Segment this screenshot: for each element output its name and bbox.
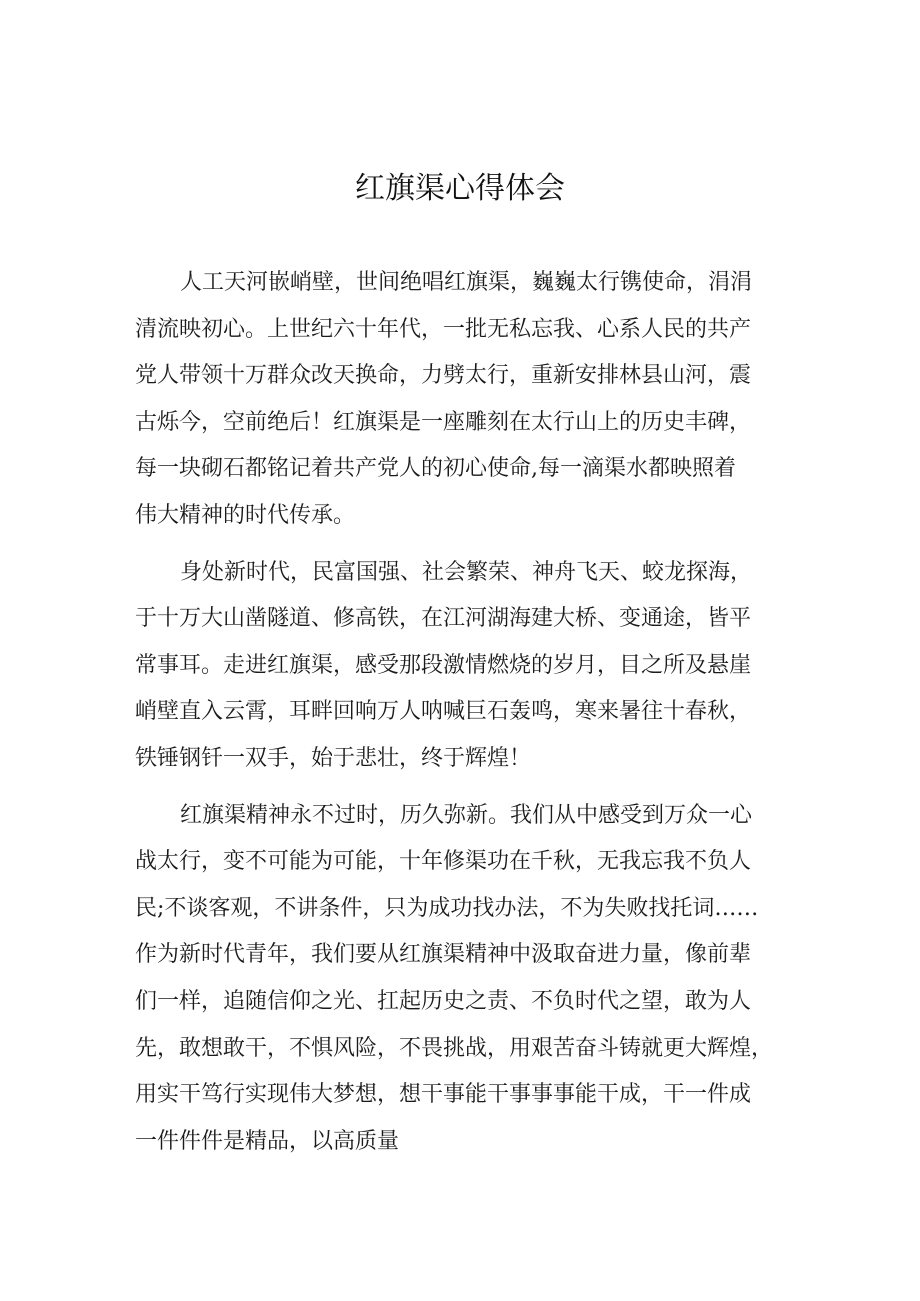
paragraph-line: 用实干笃行实现伟大梦想，想干事能干事事事能干成，干一件成 xyxy=(135,1082,752,1108)
paragraph-line: 清流映初心。上世纪六十年代，一批无私忘我、心系人民的共产 xyxy=(135,316,752,342)
paragraph-line: 先，敢想敢干，不惧风险，不畏挑战，用艰苦奋斗铸就更大辉煌， xyxy=(135,1035,774,1061)
paragraph-1 xyxy=(135,260,795,540)
paragraph-line: 伟大精神的时代传承。 xyxy=(135,502,356,528)
paragraph-line: 人工天河嵌峭壁，世间绝唱红旗渠，巍巍太行镌使命，涓涓 xyxy=(180,270,753,295)
paragraph-line: 作为新时代青年，我们要从红旗渠精神中汲取奋进力量，像前辈 xyxy=(135,942,752,968)
paragraph-line: 于十万大山凿隧道、修高铁，在江河湖海建大桥、变通途，皆平 xyxy=(135,606,752,632)
paragraph-line: 们一样，追随信仰之光、扛起历史之责、不负时代之望，敢为人 xyxy=(135,988,752,1014)
paragraph-line: 铁锤钢钎一双手，始于悲壮，终于辉煌！ xyxy=(135,745,532,771)
document-body xyxy=(135,260,795,1175)
paragraph-2 xyxy=(135,550,795,783)
paragraph-line: 峭壁直入云霄，耳畔回响万人呐喊巨石轰鸣，寒来暑往十春秋， xyxy=(135,699,752,725)
paragraph-line: 常事耳。走进红旗渠，感受那段激情燃烧的岁月，目之所及悬崖 xyxy=(135,652,752,678)
paragraph-line: 一件件件是精品，以高质量 xyxy=(135,1128,400,1154)
paragraph-line: 身处新时代，民富国强、社会繁荣、神舟飞天、蛟龙探海， xyxy=(180,559,753,585)
document-title: 红旗渠心得体会 xyxy=(355,171,565,206)
paragraph-line: 战太行，变不可能为可能，十年修渠功在千秋，无我忘我不负人 xyxy=(135,849,752,875)
paragraph-line: 党人带领十万群众改天换命，力劈太行，重新安排林县山河，震 xyxy=(135,363,752,389)
paragraph-line: 古烁今，空前绝后！红旗渠是一座雕刻在太行山上的历史丰碑， xyxy=(135,409,752,435)
paragraph-line: 民;不谈客观，不讲条件，只为成功找办法，不为失败找托词…… xyxy=(135,895,759,921)
paragraph-line: 每一块砌石都铭记着共产党人的初心使命,每一滴渠水都映照着 xyxy=(135,456,736,482)
paragraph-line: 红旗渠精神永不过时，历久弥新。我们从中感受到万众一心 xyxy=(180,802,753,828)
paragraph-3 xyxy=(135,793,795,1166)
